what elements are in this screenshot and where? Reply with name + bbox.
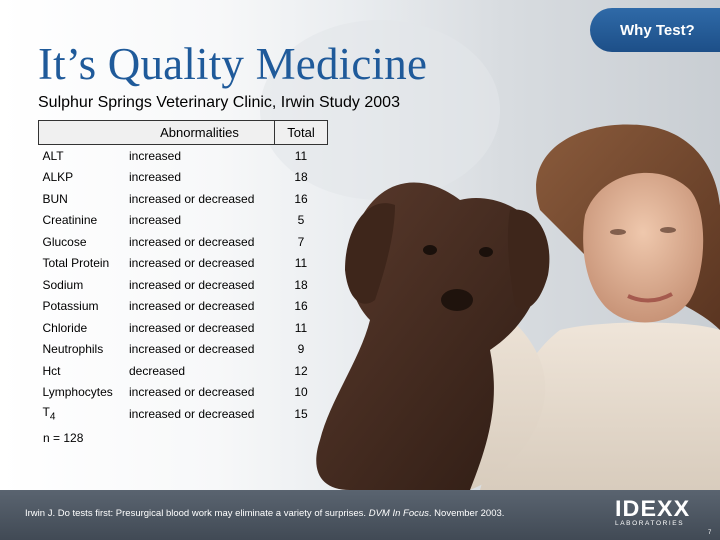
total: 10 <box>294 385 308 400</box>
test-name <box>39 403 126 425</box>
table-row <box>39 339 328 361</box>
test-name: Potassium <box>42 299 99 314</box>
test-name-main: T <box>42 405 50 420</box>
table-header-row <box>39 121 328 145</box>
citation-main: Irwin J. Do tests first: Presurgical blood work may eliminate a variety of surprises. <box>25 508 369 519</box>
test-name: Chloride <box>42 320 88 335</box>
total: 12 <box>294 363 308 378</box>
test-name: Sodium <box>42 277 84 292</box>
total: 7 <box>297 234 305 249</box>
table-header-test <box>39 121 126 145</box>
slide-subtitle: Sulphur Springs Veterinary Clinic, Irwin Study 2003 <box>38 94 400 111</box>
page-number: 7 <box>708 530 712 536</box>
total: 15 <box>294 406 308 421</box>
total: 18 <box>294 170 308 185</box>
table-row <box>39 317 328 339</box>
table-row <box>39 360 328 382</box>
sample-size-label: n = 128 <box>43 431 84 445</box>
table-header-abnormalities: Abnormalities <box>125 121 275 145</box>
table-row <box>39 231 328 253</box>
logo-subtitle: LABORATORIES <box>615 520 685 527</box>
table-row <box>39 188 328 210</box>
total: 18 <box>294 277 308 292</box>
abnormality: increased or decreased <box>129 234 255 249</box>
logo-word: IDEXX <box>615 496 691 521</box>
test-name: Creatinine <box>42 213 98 228</box>
table-row <box>39 145 328 167</box>
total: 5 <box>297 213 305 228</box>
total: 16 <box>294 299 308 314</box>
citation <box>25 508 504 519</box>
abnormality: increased or decreased <box>129 406 255 421</box>
idexx-logo <box>615 498 707 526</box>
table-row <box>39 403 328 425</box>
abnormality: increased or decreased <box>129 342 255 357</box>
table-header-total: Total <box>275 121 328 145</box>
test-name: Neutrophils <box>42 342 104 357</box>
table-row <box>39 274 328 296</box>
table-row <box>39 210 328 232</box>
test-name: ALKP <box>42 170 74 185</box>
total: 11 <box>294 320 308 335</box>
abnormality: increased or decreased <box>129 191 255 206</box>
abnormality: increased <box>129 170 182 185</box>
table-row <box>39 253 328 275</box>
citation-end: . November 2003. <box>428 508 505 519</box>
test-name: Hct <box>42 363 61 378</box>
abnormality: increased <box>129 213 182 228</box>
total: 9 <box>297 342 305 357</box>
test-name-subscript: 4 <box>49 411 56 423</box>
test-name: Glucose <box>42 234 87 249</box>
total: 16 <box>294 191 308 206</box>
abnormalities-table <box>38 120 328 425</box>
abnormality: increased <box>129 148 182 163</box>
slide-title: It’s Quality Medicine <box>38 39 428 89</box>
abnormality: increased or decreased <box>129 385 255 400</box>
total: 11 <box>294 148 308 163</box>
abnormality: increased or decreased <box>129 277 255 292</box>
table-row <box>39 296 328 318</box>
abnormality: increased or decreased <box>129 299 255 314</box>
abnormality: decreased <box>129 363 186 378</box>
table-row <box>39 167 328 189</box>
citation-journal: DVM In Focus <box>368 508 429 519</box>
test-name: Lymphocytes <box>42 385 113 400</box>
table-row <box>39 382 328 404</box>
test-name: ALT <box>42 148 64 163</box>
abnormality: increased or decreased <box>129 256 255 271</box>
test-name: BUN <box>42 191 68 206</box>
total: 11 <box>294 256 308 271</box>
test-name: Total Protein <box>42 256 110 271</box>
why-test-tab[interactable]: Why Test? <box>590 8 720 52</box>
abnormality: increased or decreased <box>129 320 255 335</box>
